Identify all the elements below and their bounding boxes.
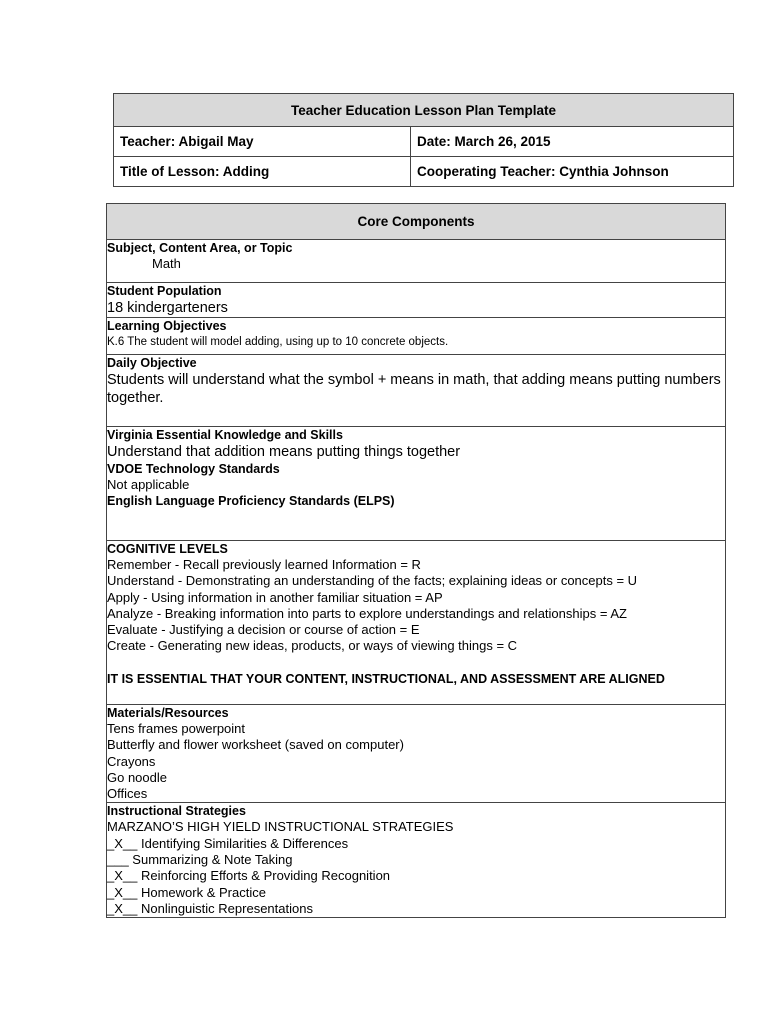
materials-item: Tens frames powerpoint <box>107 721 246 736</box>
teacher-name: Teacher: Abigail May <box>114 127 411 157</box>
learning-objectives-value: K.6 The student will model adding, using up to 10 concrete objects. <box>107 336 449 348</box>
document-title: Teacher Education Lesson Plan Template <box>114 94 734 127</box>
lesson-date: Date: March 26, 2015 <box>411 127 734 157</box>
cognitive-levels-section <box>107 541 726 705</box>
cognitive-level-item: Evaluate - Justifying a decision or course of action = E <box>107 622 420 638</box>
materials-item: Crayons <box>107 753 156 769</box>
daily-objective-section <box>107 355 726 427</box>
cooperating-teacher: Cooperating Teacher: Cynthia Johnson <box>411 157 734 187</box>
strategies-label: Instructional Strategies <box>107 804 246 819</box>
subject-section <box>107 240 726 283</box>
vekas-value: Understand that addition means putting things together <box>107 444 461 460</box>
materials-item: Butterfly and flower worksheet (saved on computer) <box>107 737 404 753</box>
cognitive-levels-label: COGNITIVE LEVELS <box>107 542 228 556</box>
core-components-heading: Core Components <box>107 204 726 240</box>
alignment-note: IT IS ESSENTIAL THAT YOUR CONTENT, INSTRUCTIONAL, AND ASSESSMENT ARE ALIGNED <box>107 671 665 686</box>
daily-objective-value: Students will understand what the symbol + means in math, that adding means putting numbers together. <box>107 372 721 406</box>
tech-standards-value: Not applicable <box>107 477 190 492</box>
cognitive-level-item: Analyze - Breaking information into parts to explore understandings and relationships = AZ <box>107 605 627 621</box>
materials-item: Offices <box>107 786 148 802</box>
elps-label: English Language Proficiency Standards (ELPS) <box>107 494 395 509</box>
strategy-item: ___ Summarizing & Note Taking <box>107 852 293 868</box>
strategies-heading: MARZANO’S HIGH YIELD INSTRUCTIONAL STRATEGIES <box>107 819 454 835</box>
tech-standards-label: VDOE Technology Standards <box>107 462 280 476</box>
subject-value: Math <box>152 256 181 271</box>
cognitive-level-item: Understand - Demonstrating an understanding of the facts; explaining ideas or concepts = U <box>107 573 638 589</box>
strategy-item: _X__ Identifying Similarities & Differences <box>107 835 349 851</box>
vekas-label: Virginia Essential Knowledge and Skills <box>107 428 343 442</box>
strategy-item: _X__ Homework & Practice <box>107 884 266 900</box>
strategy-item: _X__ Reinforcing Efforts & Providing Recognition <box>107 868 391 884</box>
subject-label: Subject, Content Area, or Topic <box>107 241 293 255</box>
lesson-header-table <box>113 93 734 187</box>
instructional-strategies-section <box>107 803 726 918</box>
materials-item: Go noodle <box>107 769 167 785</box>
standards-section <box>107 427 726 541</box>
learning-objectives-label: Learning Objectives <box>107 319 227 333</box>
materials-label: Materials/Resources <box>107 706 229 720</box>
cognitive-level-item: Apply - Using information in another familiar situation = AP <box>107 589 443 605</box>
population-value: 18 kindergarteners <box>107 300 228 316</box>
core-components-table <box>106 203 726 918</box>
strategy-item: _X__ Nonlinguistic Representations <box>107 900 313 916</box>
cognitive-level-item: Create - Generating new ideas, products, or ways of viewing things = C <box>107 638 518 654</box>
population-label: Student Population <box>107 284 222 298</box>
materials-section <box>107 705 726 803</box>
lesson-title: Title of Lesson: Adding <box>114 157 411 187</box>
population-section <box>107 283 726 318</box>
learning-objectives-section <box>107 318 726 355</box>
cognitive-level-item: Remember - Recall previously learned Information = R <box>107 557 421 572</box>
daily-objective-label: Daily Objective <box>107 356 197 370</box>
